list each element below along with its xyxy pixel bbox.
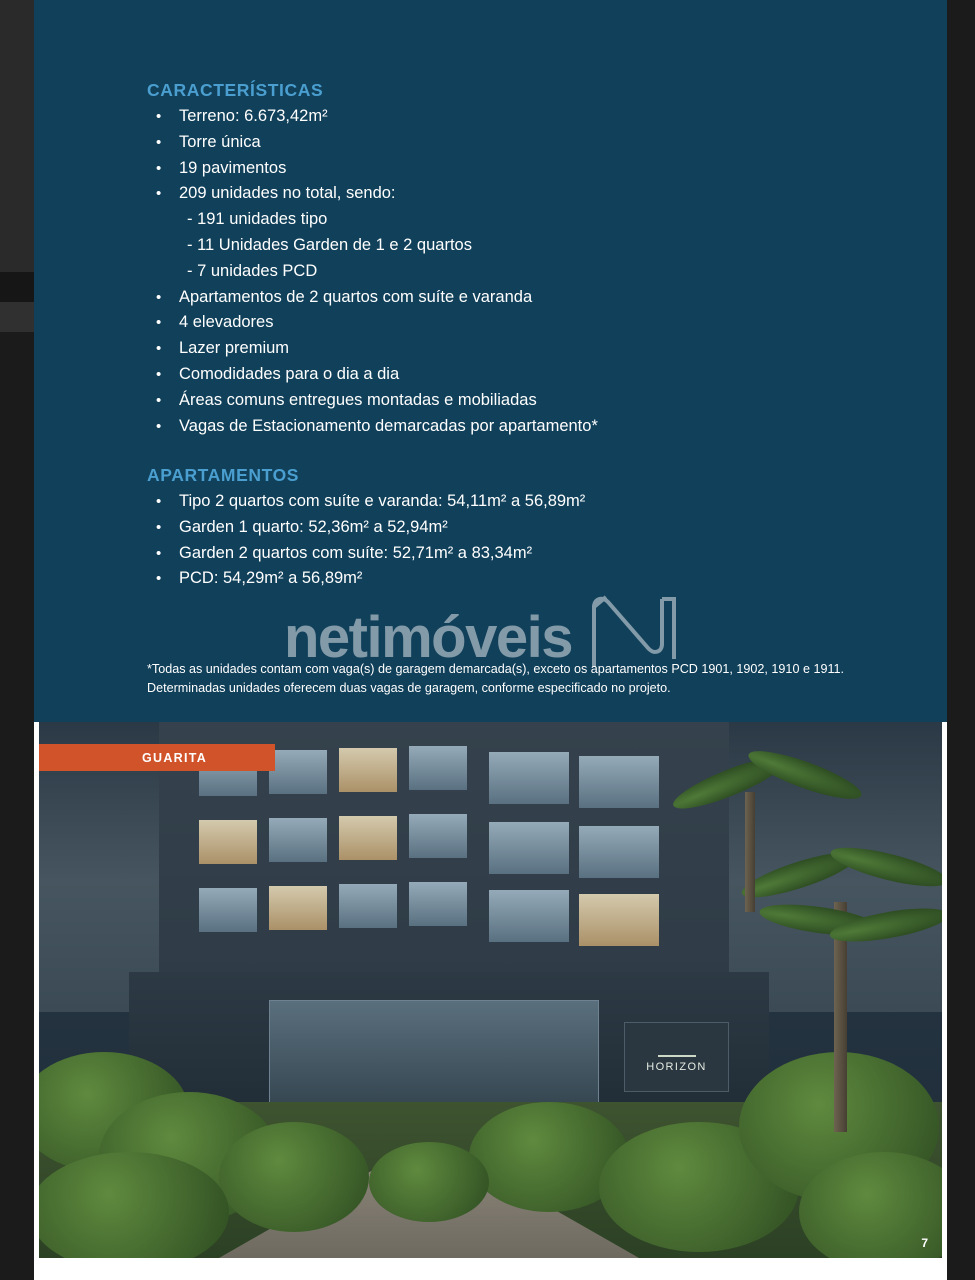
list-item: - 191 unidades tipo — [187, 210, 328, 229]
page-number: 7 — [921, 1236, 928, 1250]
horizon-logo-icon — [658, 1041, 696, 1057]
building-sign — [624, 1022, 729, 1092]
list-item: • Tipo 2 quartos com suíte e varanda: 54,11m² a 56,89m² — [147, 489, 847, 515]
guarita-photo — [39, 722, 942, 1258]
photo-caption-badge: GUARITA — [39, 744, 275, 771]
features-panel — [34, 0, 947, 722]
list-item: - 7 unidades PCD — [187, 261, 318, 280]
list-item: • Terreno: 6.673,42m² — [147, 104, 847, 130]
list-item: • Áreas comuns entregues montadas e mobiliadas — [147, 388, 847, 414]
building-sign-text: HORIZON — [646, 1061, 707, 1073]
watermark-text: netimóveis — [284, 604, 572, 670]
features-list — [147, 104, 847, 439]
list-item: • 4 elevadores — [147, 310, 847, 336]
photo-entrance-glass — [269, 1000, 599, 1110]
background-gutter-low — [0, 302, 34, 332]
list-item: • Lazer premium — [147, 336, 847, 362]
features-section-title: CARACTERÍSTICAS — [147, 80, 324, 100]
list-item: - 11 Unidades Garden de 1 e 2 quartos — [187, 235, 472, 254]
list-item: • Apartamentos de 2 quartos com suíte e varanda — [147, 285, 847, 311]
footnote-text: *Todas as unidades contam com vaga(s) de garagem demarcada(s), exceto os apartamentos PCD 1901, 1902, 1910 e 1911. Determinadas unidades oferecem duas vagas de garagem, conforme especificado no projeto. — [147, 662, 845, 695]
apartments-list — [147, 489, 847, 592]
list-item: • Torre única — [147, 130, 847, 156]
background-gutter-top — [0, 0, 34, 272]
apartments-section-title: APARTAMENTOS — [147, 465, 300, 485]
list-item: • Vagas de Estacionamento demarcadas por apartamento* — [147, 414, 847, 440]
list-item: • Garden 2 quartos com suíte: 52,71m² a 83,34m² — [147, 541, 847, 567]
brochure-sheet — [34, 0, 947, 1280]
background-right-edge — [947, 0, 975, 1280]
list-item: • PCD: 54,29m² a 56,89m² — [147, 566, 847, 592]
list-item: • Garden 1 quarto: 52,36m² a 52,94m² — [147, 515, 847, 541]
background-gutter-rest — [0, 332, 34, 1280]
list-item: • 19 pavimentos — [147, 156, 847, 182]
list-item: • Comodidades para o dia a dia — [147, 362, 847, 388]
background-gutter-mid — [0, 272, 34, 302]
list-item: • 209 unidades no total, sendo: — [147, 181, 847, 207]
